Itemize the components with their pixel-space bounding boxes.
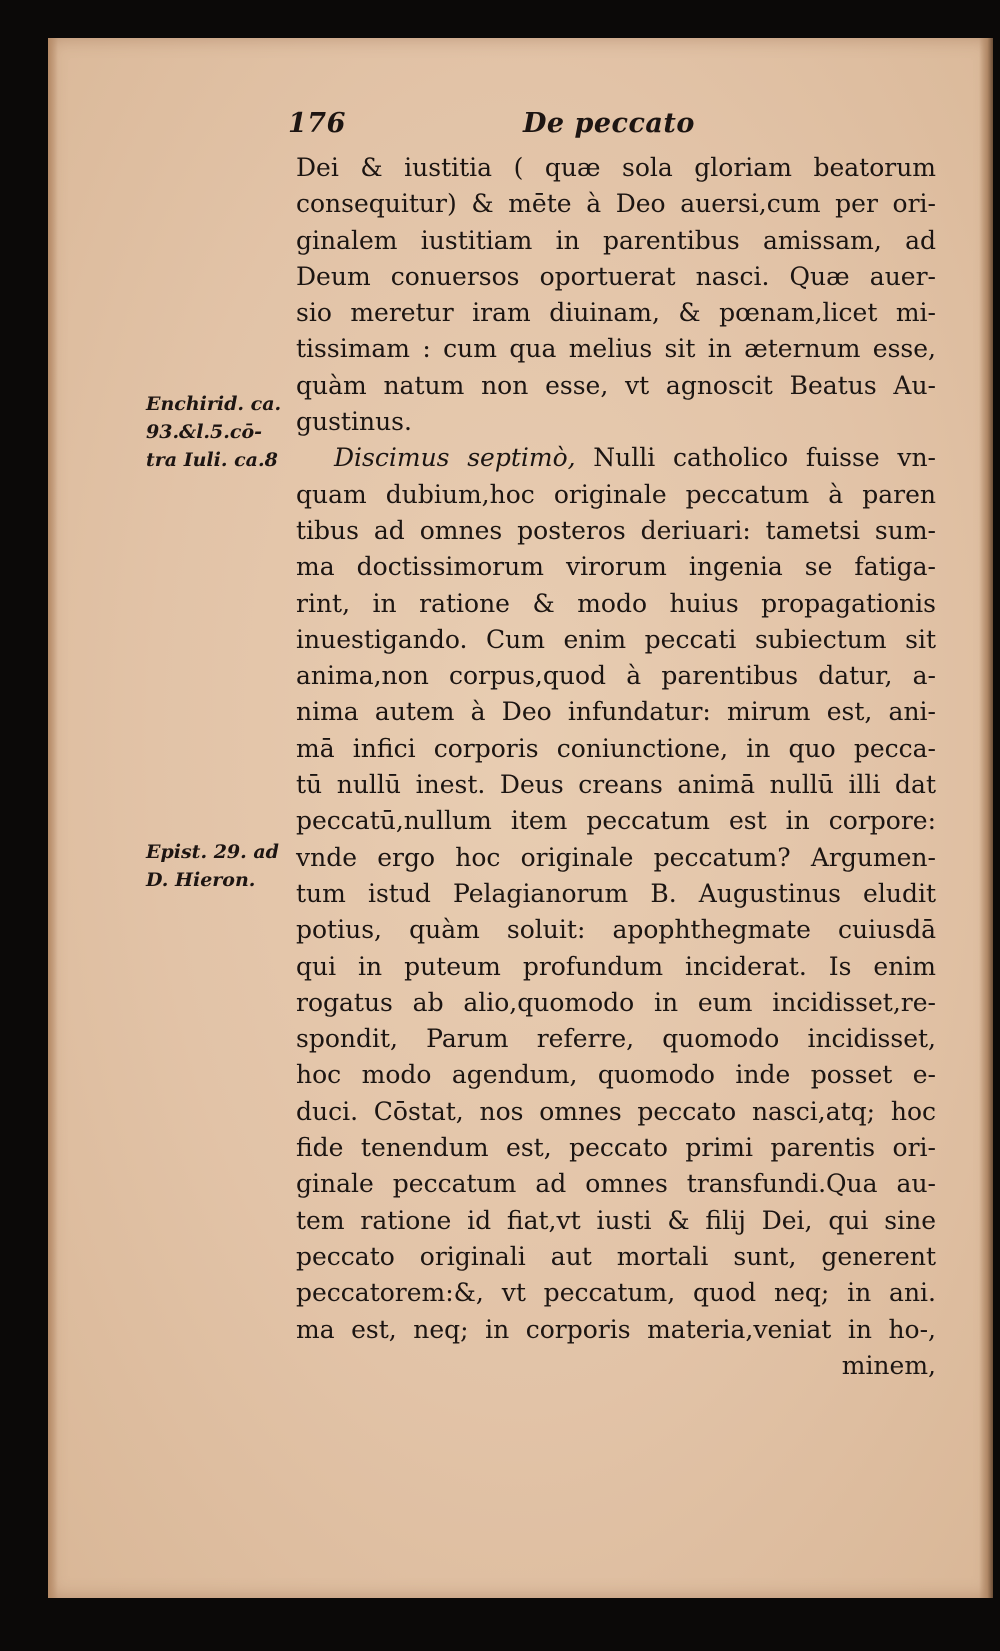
- italic-lead-phrase: Discimus septimò,: [334, 443, 576, 473]
- body-text: [296, 150, 936, 1384]
- text-line-italic-lead: Discimus septimò, Nulli catholico fuisse vn-: [334, 443, 937, 473]
- marginal-note-line: tra Iuli. ca.8: [146, 449, 278, 471]
- text-line: gustinus.: [296, 407, 412, 437]
- marginal-note-line: D. Hieron.: [146, 869, 256, 891]
- text-line: quàm natum non esse, vt agnoscit Beatus Au-: [296, 370, 936, 400]
- text-line: mā infici corporis coniunctione, in quo pecca-: [296, 733, 936, 763]
- text-line: hoc modo agendum, quomodo inde posset e-: [296, 1060, 936, 1090]
- text-line: peccatorem:&, vt peccatum, quod neq; in ani.: [296, 1278, 936, 1308]
- text-line: ma est, neq; in corporis materia,veniat in ho-,: [296, 1314, 936, 1344]
- marginal-note-line: Enchirid. ca.: [146, 393, 282, 415]
- text-line: peccatū,nullum item peccatum est in corpore:: [296, 806, 936, 836]
- text-line: anima,non corpus,quod à parentibus datur, a-: [296, 661, 936, 691]
- running-title: De peccato: [523, 108, 695, 139]
- text-line: tibus ad omnes posteros deriuari: tametsi sum-: [296, 515, 936, 545]
- text-line: rint, in ratione & modo huius propagationis: [296, 588, 936, 618]
- catchword: minem,: [841, 1350, 936, 1380]
- marginal-note-line: 93.&l.5.cō-: [146, 421, 263, 443]
- book-page: [48, 38, 993, 1598]
- text-line: duci. Cōstat, nos omnes peccato nasci,atq; hoc: [296, 1096, 936, 1126]
- text-line: tum istud Pelagianorum B. Augustinus eludit: [296, 878, 936, 908]
- text-line: nima autem à Deo infundatur: mirum est, ani-: [296, 697, 936, 727]
- text-line: inuestigando. Cum enim peccati subiectum sit: [296, 624, 936, 654]
- text-line: Dei & iustitia ( quæ sola gloriam beatorum: [296, 153, 936, 182]
- text-line: rogatus ab alio,quomodo in eum incidisset,re-: [296, 987, 936, 1017]
- text-line: tissimam : cum qua melius sit in æternum esse,: [296, 334, 936, 364]
- text-line: fide tenendum est, peccato primi parentis ori-: [296, 1133, 936, 1163]
- text-line: spondit, Parum referre, quomodo incidisset,: [296, 1024, 936, 1054]
- text-line: qui in puteum profundum inciderat. Is enim: [296, 951, 936, 981]
- text-line: potius, quàm soluit: apophthegmate cuiusdā: [296, 915, 936, 945]
- text-line: tū nullū inest. Deus creans animā nullū illi dat: [296, 770, 936, 800]
- marginal-note-epistle: [146, 838, 296, 894]
- marginal-note-enchiridion: [146, 390, 296, 474]
- text-line: sio meretur iram diuinam, & pœnam,licet mi-: [296, 298, 936, 328]
- text-line: Deum conuersos oportuerat nasci. Quæ auer-: [296, 261, 936, 291]
- text-line: peccato originali aut mortali sunt, generent: [296, 1241, 936, 1271]
- page-number: 176: [288, 108, 346, 139]
- text-line: ginale peccatum ad omnes transfundi.Qua au-: [296, 1169, 936, 1199]
- marginal-note-line: Epist. 29. ad: [146, 841, 279, 863]
- text-line: ginalem iustitiam in parentibus amissam, ad: [296, 225, 936, 255]
- text-line: tem ratione id fiat,vt iusti & filij Dei, qui sine: [296, 1205, 936, 1235]
- text-line: quam dubium,hoc originale peccatum à paren: [296, 479, 936, 509]
- text-line: vnde ergo hoc originale peccatum? Argumen-: [296, 842, 936, 872]
- text-line: consequitur) & mēte à Deo auersi,cum per ori-: [296, 189, 936, 219]
- text-line: ma doctissimorum virorum ingenia se fatiga-: [296, 552, 936, 582]
